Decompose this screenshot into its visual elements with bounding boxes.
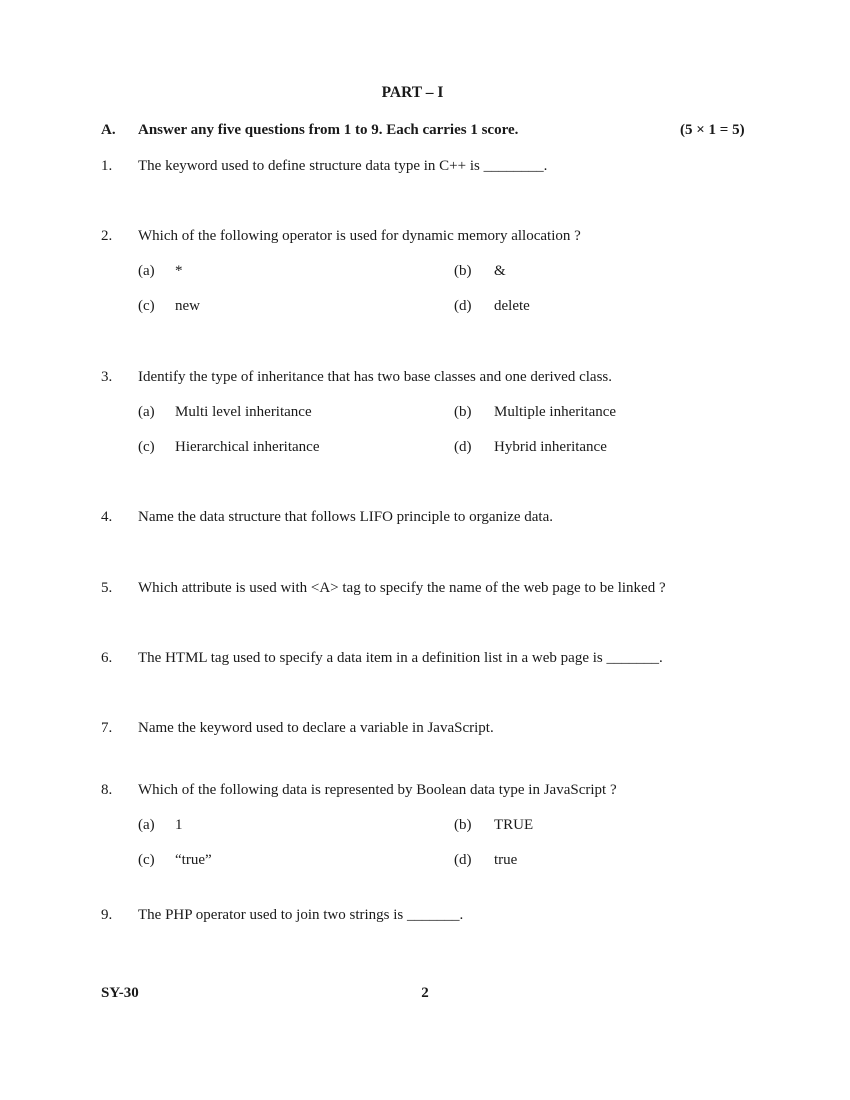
question-8-option-d-text: true <box>494 852 518 868</box>
question-3-option-b-text: Multiple inheritance <box>494 404 617 420</box>
question-8-option-b-text: TRUE <box>494 817 534 833</box>
question-3-option-c-text: Hierarchical inheritance <box>175 439 320 455</box>
question-8-option-c-label: (c) <box>138 852 155 868</box>
question-8-option-d-label: (d) <box>454 852 472 868</box>
question-8-number: 8. <box>101 782 113 798</box>
question-3-option-b-label: (b) <box>454 404 472 420</box>
question-2-number: 2. <box>101 228 113 244</box>
question-3-option-d-text: Hybrid inheritance <box>494 439 607 455</box>
question-7-text: Name the keyword used to declare a variable in JavaScript. <box>138 720 494 736</box>
section-instruction: Answer any five questions from 1 to 9. Each carries 1 score. <box>138 122 519 138</box>
question-5-number: 5. <box>101 580 113 596</box>
part-title: PART – I <box>381 84 444 101</box>
question-2-option-c-label: (c) <box>138 298 155 314</box>
question-1-number: 1. <box>101 158 113 174</box>
question-2-option-a-label: (a) <box>138 263 155 279</box>
question-8-option-a-text: 1 <box>175 817 183 833</box>
question-1-text: The keyword used to define structure data type in C++ is ________. <box>138 158 548 174</box>
question-2-option-a-text: * <box>175 263 183 279</box>
question-2-option-d-label: (d) <box>454 298 472 314</box>
question-6-text: The HTML tag used to specify a data item in a definition list in a web page is _______. <box>138 650 663 666</box>
section-letter: A. <box>101 122 116 138</box>
question-3-option-c-label: (c) <box>138 439 155 455</box>
question-2-option-c-text: new <box>175 298 200 314</box>
question-2-option-b-text: & <box>494 263 506 279</box>
question-2-text: Which of the following operator is used for dynamic memory allocation ? <box>138 228 581 244</box>
question-8-text: Which of the following data is represented by Boolean data type in JavaScript ? <box>138 782 617 798</box>
question-8-option-c-text: “true” <box>175 852 212 868</box>
question-9-number: 9. <box>101 907 113 923</box>
footer-paper-code: SY-30 <box>101 985 139 1001</box>
question-2-option-b-label: (b) <box>454 263 472 279</box>
question-3-text: Identify the type of inheritance that has two base classes and one derived class. <box>138 369 613 385</box>
question-5-text: Which attribute is used with <A> tag to specify the name of the web page to be linked ? <box>138 580 666 596</box>
question-8-option-b-label: (b) <box>454 817 472 833</box>
question-6-number: 6. <box>101 650 113 666</box>
question-3-option-a-text: Multi level inheritance <box>175 404 312 420</box>
question-9-text: The PHP operator used to join two strings is _______. <box>138 907 464 923</box>
question-3-option-d-label: (d) <box>454 439 472 455</box>
section-score: (5 × 1 = 5) <box>680 122 745 138</box>
question-3-number: 3. <box>101 369 113 385</box>
question-4-text: Name the data structure that follows LIFO principle to organize data. <box>138 509 554 525</box>
question-7-number: 7. <box>101 720 113 736</box>
footer-page-number: 2 <box>421 985 429 1001</box>
question-4-number: 4. <box>101 509 113 525</box>
question-3-option-a-label: (a) <box>138 404 155 420</box>
question-2-option-d-text: delete <box>494 298 530 314</box>
question-8-option-a-label: (a) <box>138 817 155 833</box>
